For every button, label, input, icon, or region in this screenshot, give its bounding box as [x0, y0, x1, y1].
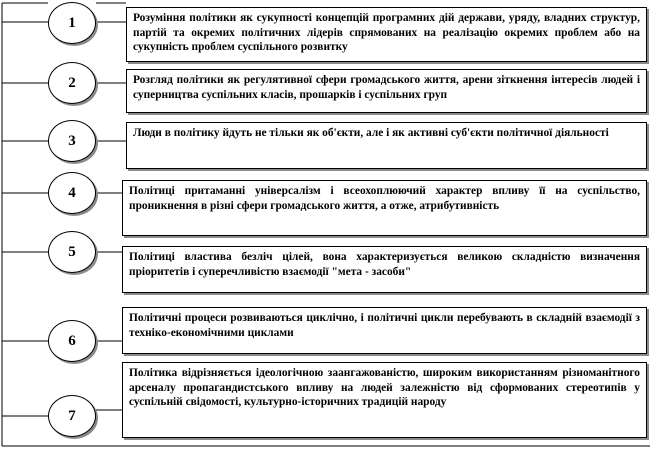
item-2-number: 2 [48, 62, 96, 104]
item-1-number: 1 [48, 2, 96, 44]
item-2-text: Розгляд політики як регулятивної сфери громадського життя, арени зіткнення інтересів людей і суперництва суспільних класів, прошарків і суспільних груп [126, 69, 647, 113]
item-5-number: 5 [48, 231, 96, 273]
item-6-number: 6 [48, 320, 96, 362]
item-4-text: Політиці притаманні універсалізм і всеохоплюючий характер впливу її на суспільство, проникнення в різні сфери громадського життя, а отже, атрибутивність [122, 180, 647, 236]
item-3-text: Люди в політику йдуть не тільки як об'єкти, але і як активні суб'єкти політичної діяльності [126, 122, 647, 169]
item-1-text: Розуміння політики як сукупності концепцій програмних дій держави, уряду, владних структур, партій та окремих політичних лідерів спрямованих на реалізацію окремих проблем або на сукупність проблем суспільного розвитку [126, 7, 647, 62]
item-4-number: 4 [48, 172, 96, 214]
item-7-text: Політика відрізняється ідеологічною заангажованістю, широким використанням різноманітного арсеналу пропагандистського впливу на людей залежністю від сформованих стереотипів у суспільній свідомості, культурно-історичних традицій народу [122, 362, 647, 438]
item-3-number: 3 [48, 120, 96, 162]
item-5-text: Політиці властива безліч цілей, вона характеризується великою складністю визначення пріоритетів і суперечливістю взаємодії "мета - засоби" [122, 246, 647, 293]
item-7-number: 7 [48, 395, 96, 437]
item-6-text: Політичні процеси розвиваються циклічно, і політичні цикли перебувають в складній взаємодії з техніко-економічними циклами [122, 307, 647, 354]
